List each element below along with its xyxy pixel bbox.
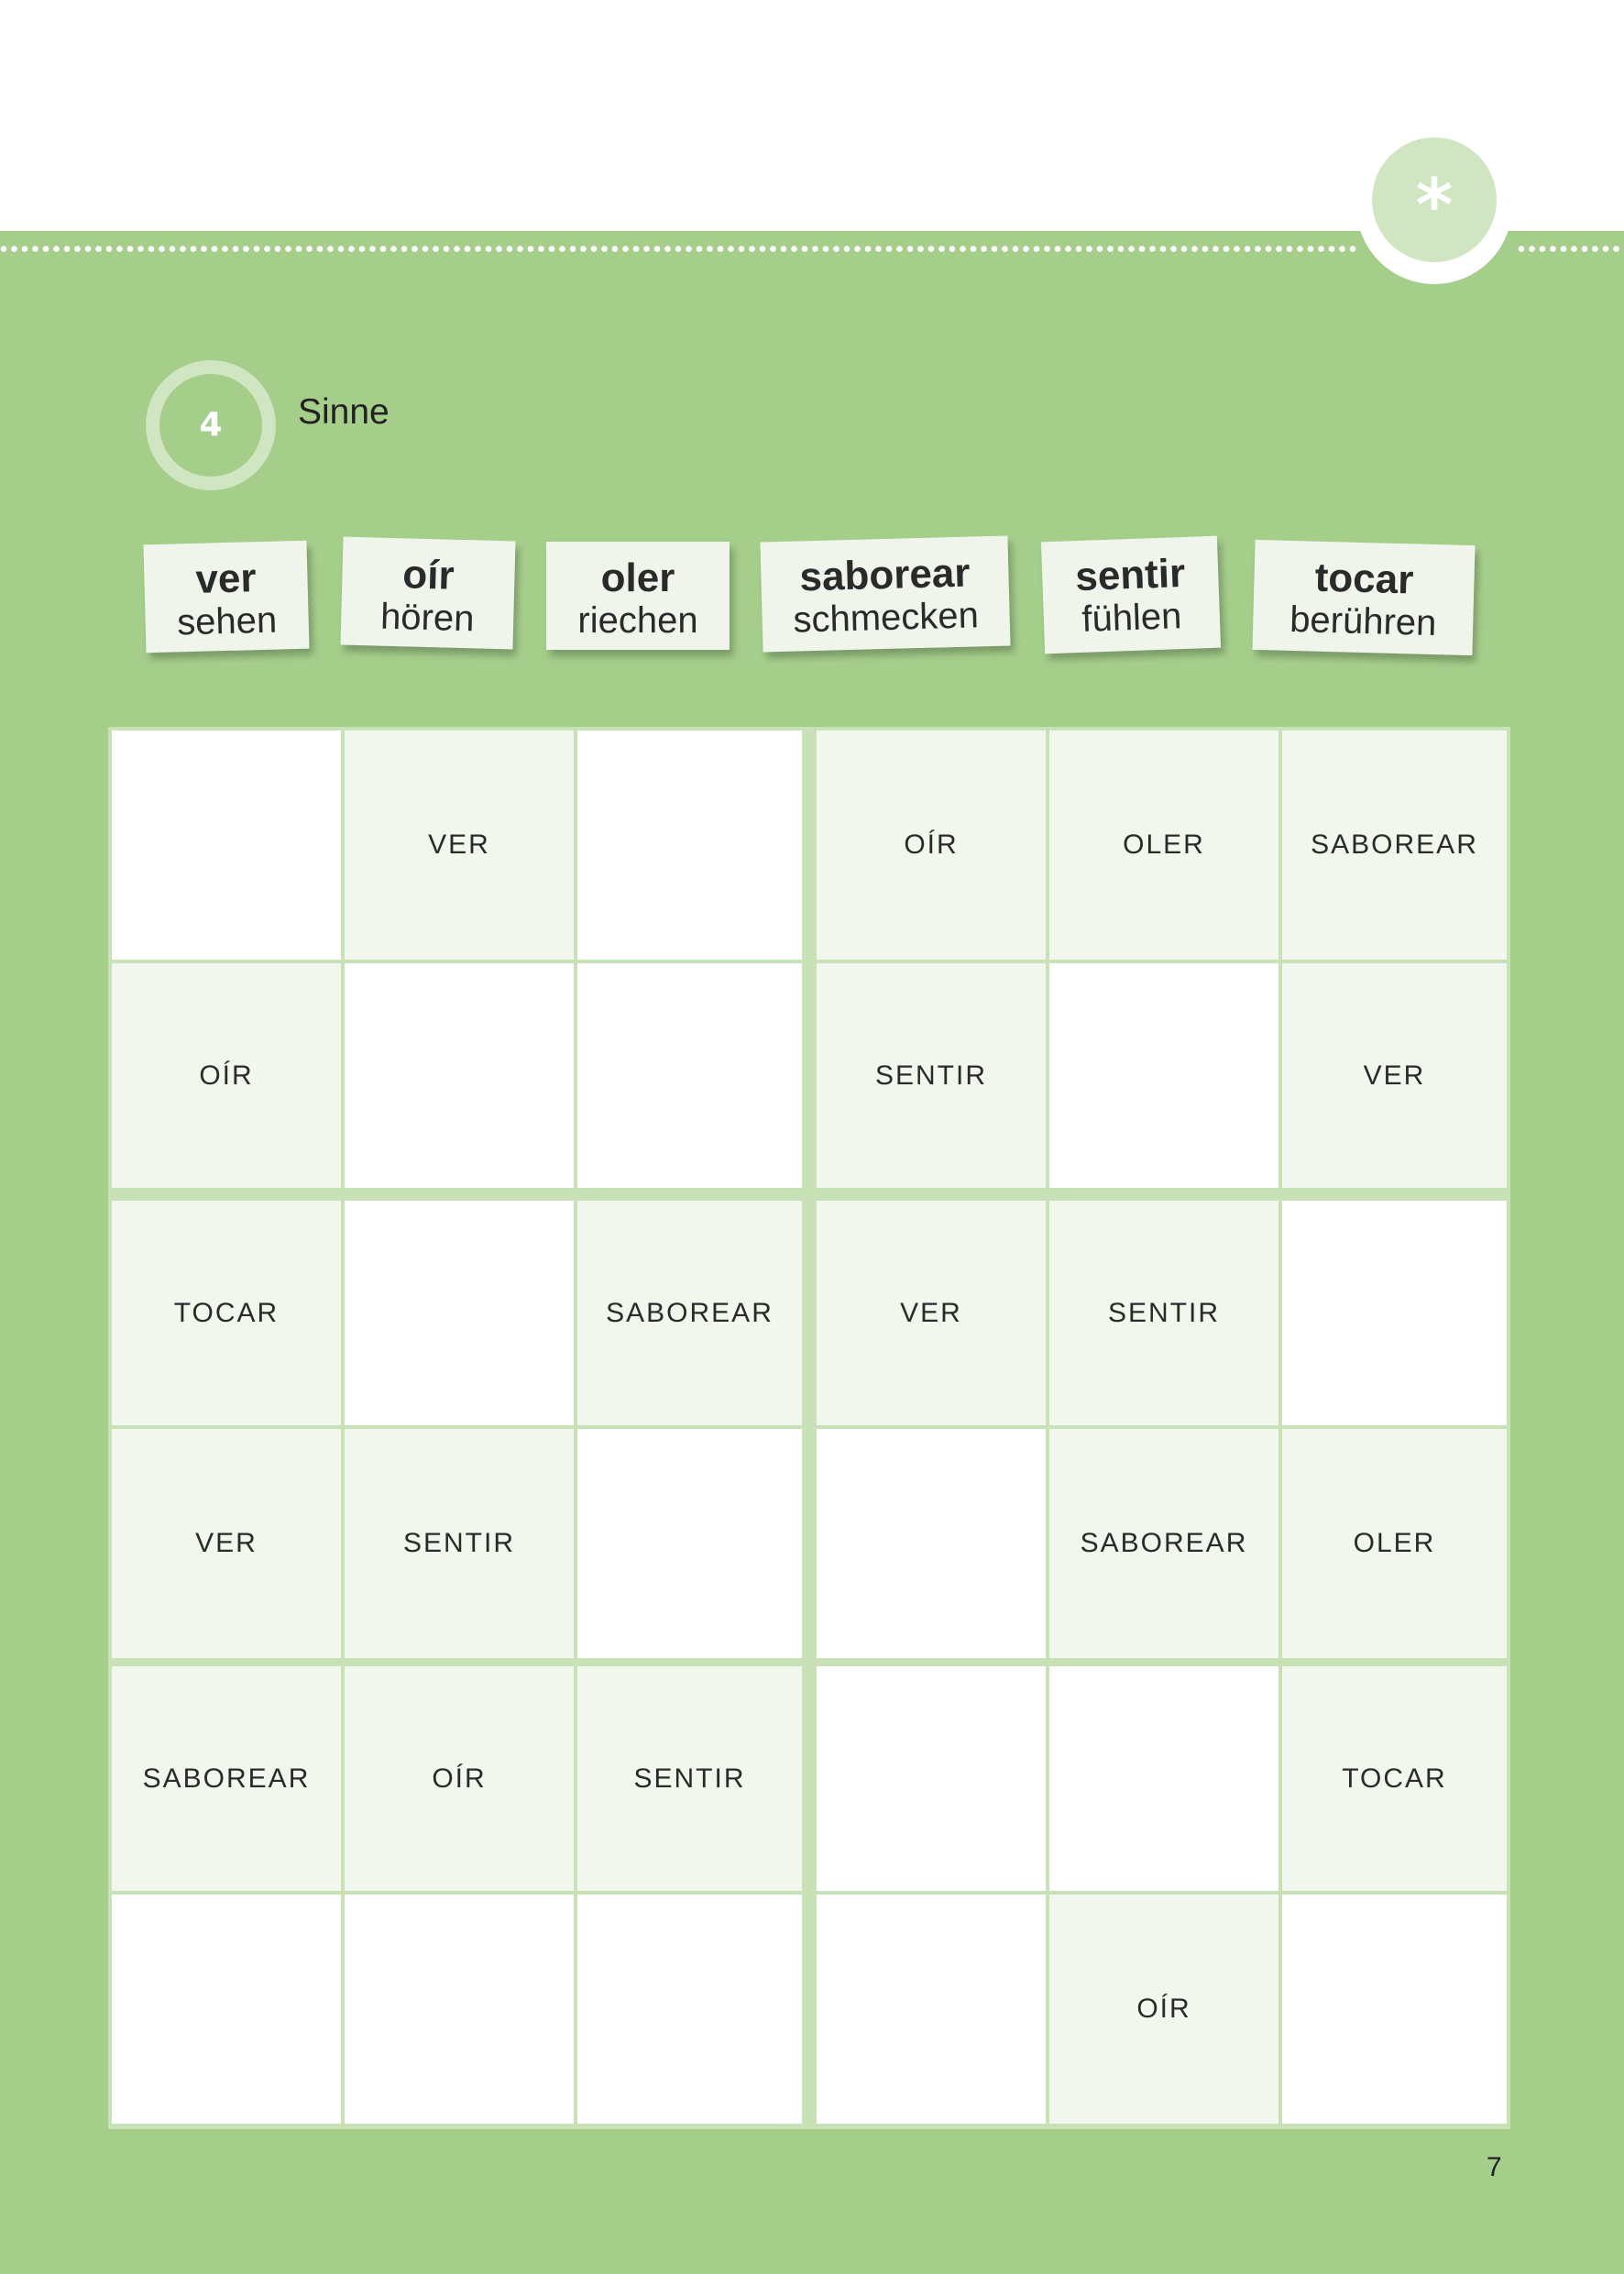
sudoku-cell: VER [112,1429,341,1658]
sudoku-cell: TOCAR [1282,1666,1507,1891]
vocab-spanish: sentir [1074,550,1186,600]
sudoku-cell: OLER [1282,1429,1507,1658]
vocab-german: hören [379,596,476,640]
vocab-spanish: saborear [798,550,971,600]
sudoku-cell[interactable] [1049,1666,1278,1891]
sudoku-cell: SABOREAR [112,1666,341,1891]
sudoku-cell: SENTIR [345,1429,574,1658]
task-title: Sinne [298,392,390,432]
sudoku-cell[interactable] [345,963,574,1188]
sudoku-cell: VER [817,1201,1046,1425]
sudoku-cell: SABOREAR [577,1201,802,1425]
vocab-card-sentir [1041,536,1221,654]
sudoku-cell: VER [1282,963,1507,1188]
sudoku-cell: VER [345,731,574,960]
sudoku-grid [108,727,1510,2129]
sudoku-cell: SENTIR [577,1666,802,1891]
sudoku-cell[interactable] [112,1895,341,2124]
sudoku-cell: OLER [1049,731,1278,960]
page-number: 7 [1487,2152,1502,2182]
vocab-spanish: tocar [1314,555,1414,603]
vocab-card-saborear [760,535,1010,652]
sudoku-cell: OÍR [112,963,341,1188]
sudoku-cell[interactable] [1282,1895,1507,2124]
vocab-german: berühren [1289,599,1437,644]
vocab-spanish: oler [600,555,675,600]
sudoku-cell[interactable] [345,1895,574,2124]
vocab-card-oir [340,537,515,650]
sudoku-cell[interactable] [577,1429,802,1658]
star-badge-icon: * [1372,137,1497,262]
vocab-card-tocar [1252,540,1475,655]
vocab-german: fühlen [1081,596,1183,640]
sudoku-cell[interactable] [577,963,802,1188]
task-number: 4 [159,374,262,477]
sudoku-cell[interactable] [577,1895,802,2124]
sudoku-cell: SABOREAR [1282,731,1507,960]
sudoku-cell: SENTIR [817,963,1046,1188]
sudoku-cell[interactable] [1282,1201,1507,1425]
sudoku-cell[interactable] [345,1201,574,1425]
vocab-card-ver [143,541,309,654]
vocab-german: schmecken [792,595,980,641]
sudoku-cell[interactable] [112,731,341,960]
sudoku-cell[interactable] [817,1666,1046,1891]
sudoku-cell: OÍR [345,1666,574,1891]
vocab-german: riechen [577,600,698,641]
sudoku-cell[interactable] [1049,963,1278,1188]
vocab-card-oler [546,542,730,650]
sudoku-cell: OÍR [1049,1895,1278,2124]
sudoku-cell: SENTIR [1049,1201,1278,1425]
vocab-spanish: ver [194,555,258,602]
sudoku-cell[interactable] [817,1429,1046,1658]
sudoku-cell: OÍR [817,731,1046,960]
vocab-german: sehen [176,599,278,643]
sudoku-cell: SABOREAR [1049,1429,1278,1658]
sudoku-cell[interactable] [577,731,802,960]
vocab-spanish: oír [401,552,455,599]
sudoku-cell: TOCAR [112,1201,341,1425]
sudoku-cell[interactable] [817,1895,1046,2124]
